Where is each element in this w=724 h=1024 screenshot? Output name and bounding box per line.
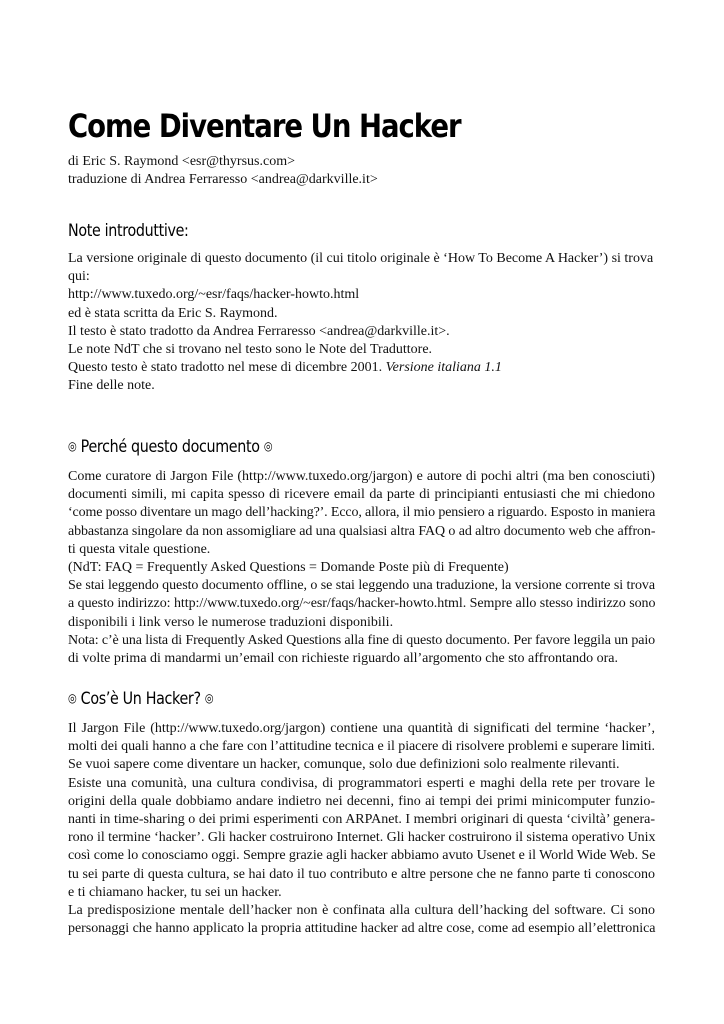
byline [68,153,658,189]
text-line: rono il termine ‘hacker’. Gli hacker costruirono Internet. Gli hacker costruirono il sistema operativo Unix [68,830,656,846]
text-line: ed è stata scritta da Eric S. Raymond. [68,305,278,321]
text-line: Il testo è stato tradotto da Andrea Ferraresso <andrea@darkville.it>. [68,323,450,339]
text-line: nanti in time-sharing o dei primi esperimenti con ARPAnet. I membri originari di questa ‘civiltà’ genera- [68,812,655,828]
text-line: Come curatore di Jargon File (http://www.tuxedo.org/jargon) e autore di pochi altri (ma ben conosciuti) [68,469,655,484]
section-heading-what [68,688,572,711]
text-line: origini della quale dobbiamo andare indietro nei decenni, fino ai tempi dei primi minicomputer funzio- [68,793,655,809]
text-line: (NdT: FAQ = Frequently Asked Questions = Domande Poste più di Frequente) [68,560,509,576]
text-line: ‘come posso diventare un mago dell’hacking?’. Ecco, allora, il mio pensiero a riguardo. Esposto in maniera [68,505,656,521]
text-line: Esiste una comunità, una cultura condivisa, di programmatori esperti e maghi della rete per trovare le [68,775,655,791]
section-heading-intro [68,220,572,242]
intro-paragraph [68,250,655,396]
version-note: Versione italiana 1.1 [385,360,502,376]
translator-line: traduzione di Andrea Ferraresso <andrea@darkville.it> [68,172,378,187]
text-line: Se vuoi sapere come diventare un hacker, comunque, solo due definizioni solo realmente rilevanti. [68,757,620,773]
author-line: di Eric S. Raymond <esr@thyrsus.com> [68,154,295,169]
text-line: Se stai leggendo questo documento offline, o se stai leggendo una traduzione, la versione corrente si trova [68,578,655,594]
section-heading-why-text: Perché questo documento [80,437,260,457]
text-line: qui: [68,269,90,285]
text-line: Il Jargon File (http://www.tuxedo.org/jargon) contiene una quantità di significati del termine ‘hacker’, [68,721,655,736]
section-heading-what-text: Cos’è Un Hacker? [80,689,201,709]
text-line: La predisposizione mentale dell’hacker non è confinata alla cultura dell’hacking del software. Ci sono [68,903,655,919]
ornament-icon: ◎ [263,439,273,453]
ornament-icon: ◎ [68,691,77,705]
text-line: così come lo conosciamo oggi. Sempre grazie agli hacker abbiamo avuto Usenet e il World Wide Web. Se [68,848,656,864]
text-line: e ti chiamano hacker, tu sei un hacker. [68,884,282,900]
translation-date-text: Questo testo è stato tradotto nel mese di dicembre 2001. [68,360,386,376]
text-line: Nota: c’è una lista di Frequently Asked Questions alla fine di questo documento. Per favore leggila un paio [68,632,655,648]
text-line: di volte prima di mandarmi un’email con richieste riguardo all’argomento che sto affrontando ora. [68,651,618,667]
text-line: molti dei quali hanno a che fare con l’attitudine tecnica e il piacere di risolvere problemi e superare limiti. [68,739,655,755]
translation-date-line [68,359,655,377]
text-line: personaggi che hanno applicato la propria attitudine hacker ad altre cose, come ad esempio all’elettronica [68,921,656,937]
text-line: abbastanza singolare da non assomigliare ad una qualsiasi altra FAQ o ad altro documento web che affron- [68,523,656,539]
ornament-icon: ◎ [68,439,77,453]
text-line: Fine delle note. [68,378,155,394]
why-paragraph [68,468,655,668]
text-line: La versione originale di questo documento (il cui titolo originale è ‘How To Become A Hacker’) si trova [68,251,654,266]
text-line: ti questa vitale questione. [68,541,211,557]
url-line: http://www.tuxedo.org/~esr/faqs/hacker-howto.html [68,287,360,303]
text-line: tu sei parte di questa cultura, se hai dato il tuo contributo e altre persone che ne fanno parte ti conoscono [68,866,655,882]
document-title: Come Diventare Un Hacker [68,107,461,145]
section-heading-intro-text: Note introduttive: [68,221,189,241]
ornament-icon: ◎ [204,691,214,705]
text-line: documenti simili, mi capita spesso di ricevere email da parte di principianti entusiasti che mi chiedono [68,487,655,503]
section-heading-why [68,436,572,459]
text-line: disponibili i link verso le numerose traduzioni disponibili. [68,614,394,630]
what-paragraph [68,720,655,938]
text-line: Le note NdT che si trovano nel testo sono le Note del Traduttore. [68,342,433,358]
text-line: a questo indirizzo: http://www.tuxedo.org/~esr/faqs/hacker-howto.html. Sempre allo stesso indirizzo sono [68,596,656,612]
